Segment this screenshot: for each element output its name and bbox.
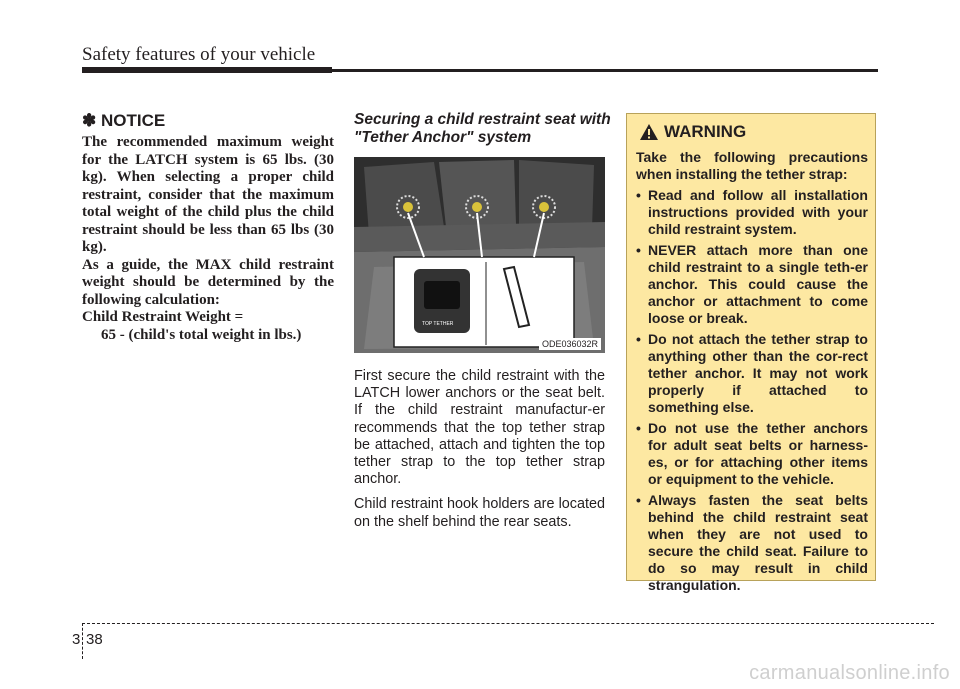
header-rule-accent <box>82 67 332 73</box>
section-paragraph: Child restraint hook holders are located on the shelf behind the rear seats. <box>354 496 605 530</box>
page-header: Safety features of your vehicle <box>82 44 316 65</box>
notice-body <box>82 134 334 344</box>
warning-header <box>639 122 746 142</box>
warning-intro: Take the following precautions when installing the tether strap: <box>636 149 868 182</box>
figure-code: ODE036032R <box>539 338 601 350</box>
warning-item: • Always fasten the seat belts behind the child restraint seat when they are not used to secure the child seat. Failure to do so may result in child strangulation. <box>636 492 868 594</box>
section-title: Securing a child restraint seat with "Tether Anchor" system <box>354 111 611 146</box>
page-number: 38 <box>86 631 103 648</box>
footer-rule <box>82 623 934 624</box>
warning-list <box>636 187 868 594</box>
chapter-number: 3 <box>72 631 81 648</box>
notice-formula-value: 65 - (child's total weight in lbs.) <box>101 326 302 343</box>
notice-title <box>82 111 165 131</box>
section-paragraph: First secure the child restraint with the LATCH lower anchors or the seat belt. If the child restraint manufactur-er recommends that the top tether strap be attached, attach and tighten the top tether strap to the top tether strap anchor. <box>354 368 605 488</box>
notice-formula: Child Restraint Weight = <box>82 309 244 325</box>
warning-item: • NEVER attach more than one child restraint to a single teth-er anchor. This could cause the anchor or attachment to come loose or break. <box>636 242 868 327</box>
notice-paragraph: The recommended maximum weight for the LATCH system is 65 lbs. (30 kg). When selecting a proper child restraint, consider that the maximum total weight of the child plus the child restraint should be less than 65 lbs (30 kg). <box>82 134 334 255</box>
cargo-area-figure <box>354 157 605 353</box>
notice-title-text: NOTICE <box>100 111 166 130</box>
warning-box <box>626 113 876 593</box>
warning-item: • Do not use the tether anchors for adult seat belts or harness-es, or for attaching other items or equipment to the vehicle. <box>636 420 868 488</box>
footer-divider <box>82 623 83 659</box>
notice-star-icon: ✽ <box>82 111 97 130</box>
warning-item: • Read and follow all installation instructions provided with your child restraint system. <box>636 187 868 238</box>
section-body <box>354 368 605 539</box>
notice-paragraph: As a guide, the MAX child restraint weight should be determined by the following calculation: <box>82 256 334 308</box>
warning-item: • Do not attach the tether strap to anything other than the cor-rect tether anchor. It may not work properly if attached to something else. <box>636 331 868 416</box>
watermark: carmanualsonline.info <box>749 662 950 684</box>
figure-tag: TOP TETHER <box>422 321 454 327</box>
warning-body <box>636 149 868 598</box>
warning-triangle-icon <box>639 123 659 141</box>
warning-title: WARNING <box>664 122 747 141</box>
tether-anchor-illustration <box>354 157 605 353</box>
